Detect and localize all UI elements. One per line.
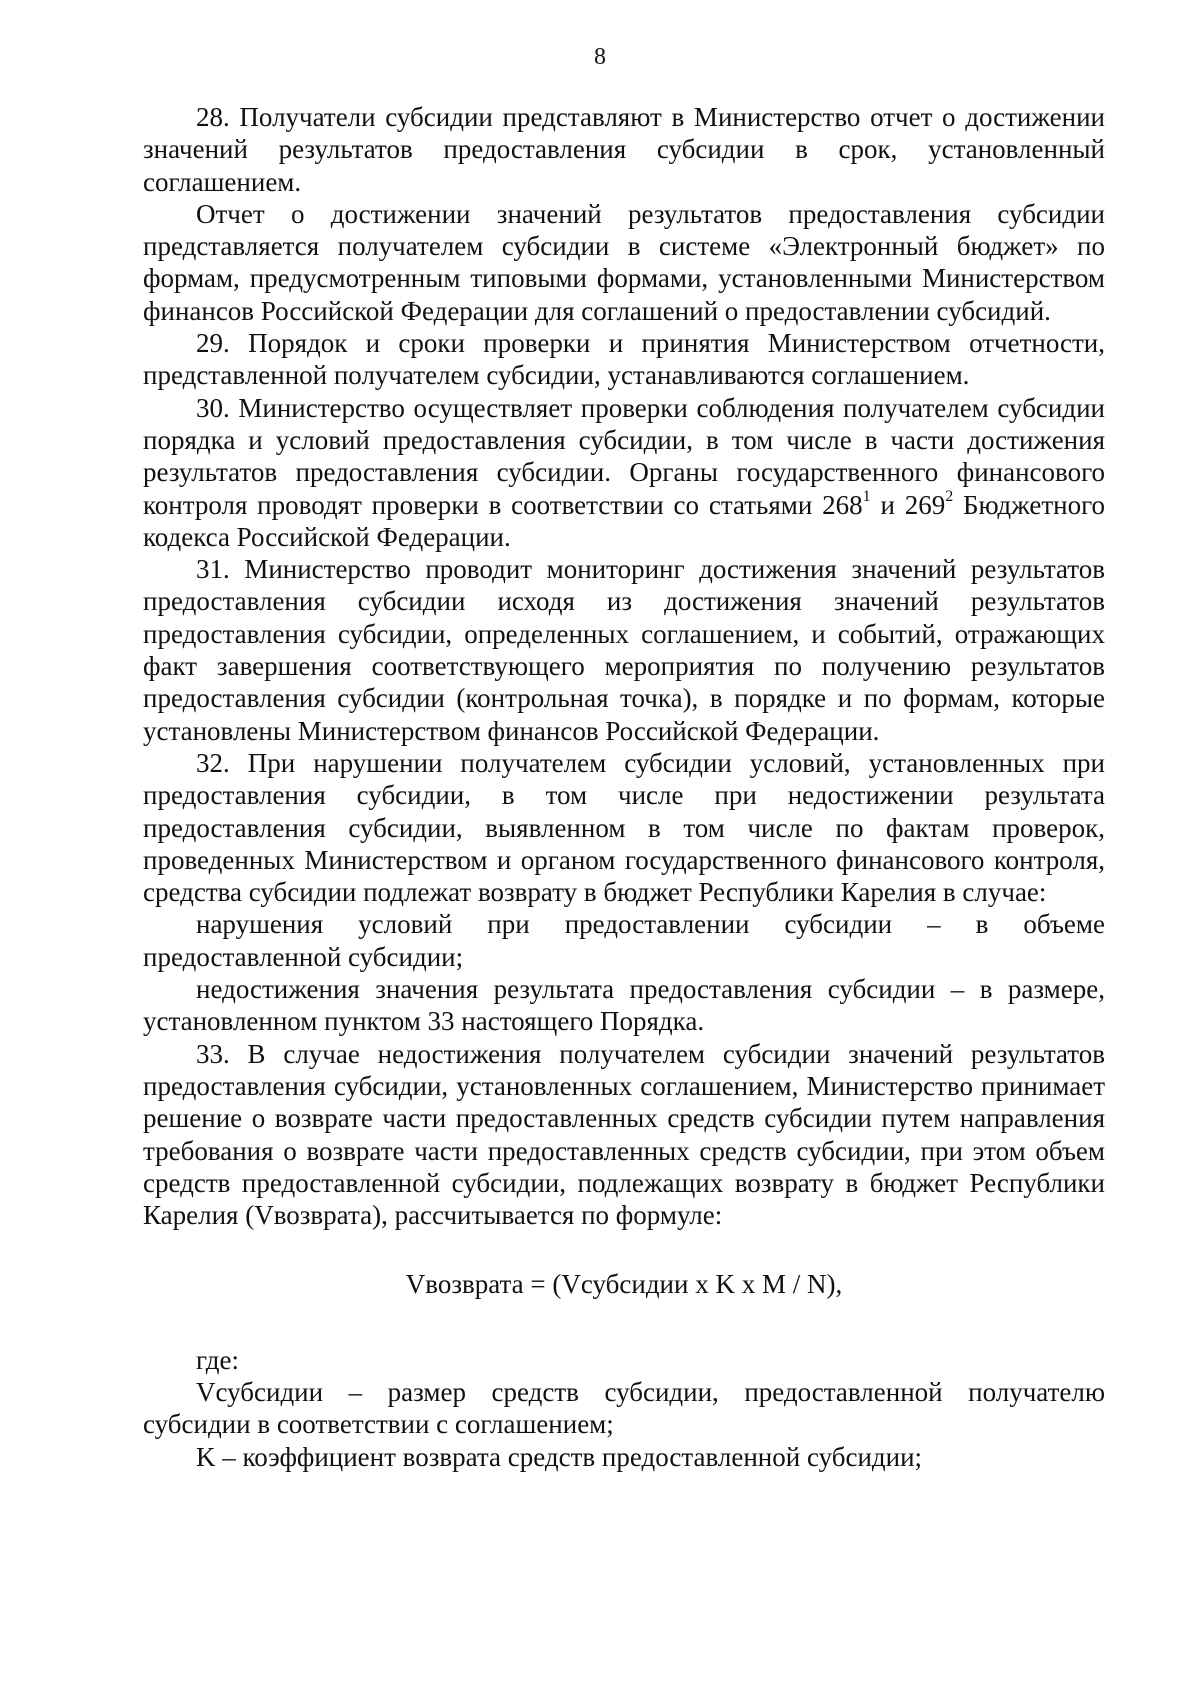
definition-k: K – коэффициент возврата средств предоставленной субсидии; <box>196 1441 923 1472</box>
paragraph-28: 28. Получатели субсидии представляют в Министерство отчет о достижении значений результатов предоставления субсидии в срок, установленный соглашением. <box>143 102 1105 197</box>
paragraph-31: 31. Министерство проводит мониторинг достижения значений результатов предоставления субсидии исходя из достижения значений результатов предоставления субсидии, определенных соглашением, и событий, отражающих факт завершения соответствующего мероприятия по получению результатов предоставления субсидии (контрольная точка), в порядке и по формам, которые установлены Министерством финансов Российской Федерации. <box>143 554 1105 746</box>
page-number: 8 <box>594 44 606 70</box>
document-body <box>143 101 1105 1473</box>
paragraph-29: 29. Порядок и сроки проверки и принятия Министерством отчетности, представленной получателем субсидии, устанавливаются соглашением. <box>143 328 1105 391</box>
where-label: где: <box>196 1344 239 1375</box>
formula: Vвозврата = (Vсубсидии x K x M / N), <box>405 1269 843 1300</box>
superscript-2: 2 <box>945 487 954 505</box>
article-ref-1: со статьями 268 <box>673 489 863 520</box>
paragraph-30-text: 30. Министерство осуществляет проверки соблюдения получателем субсидии порядка и условий предоставления субсидии, в том числе в части достижения результатов предоставления субсидии. Органы государственного финансового контроля проводят проверки в соответствии <box>143 392 1105 520</box>
paragraph-violation: нарушения условий при предоставлении субсидии – в объеме предоставленной субсидии; <box>143 909 1105 972</box>
article-ref-2: и 269 <box>870 489 946 520</box>
paragraph-33: 33. В случае недостижения получателем субсидии значений результатов предоставления субсидии, установленных соглашением, Министерство принимает решение о возврате части предоставленных средств субсидии путем направления требования о возврате части предоставленных средств субсидии, при этом объем средств предоставленной субсидии, подлежащих возврату в бюджет Республики Карелия (Vвозврата), рассчитывается по формуле: <box>143 1038 1105 1231</box>
paragraph-report: Отчет о достижении значений результатов предоставления субсидии представляется получателем субсидии в системе «Электронный бюджет» по формам, предусмотренным типовыми формами, установленными Министерством финансов Российской Федерации для соглашений о предоставлении субсидий. <box>143 198 1105 326</box>
paragraph-non-achievement: недостижения значения результата предоставления субсидии – в размере, установленном пунктом 33 настоящего Порядка. <box>143 974 1105 1037</box>
paragraph-32: 32. При нарушении получателем субсидии условий, установленных при предоставления субсидии, в том числе при недостижении результата предоставления субсидии, выявленном в том числе по фактам проверок, проведенных Министерством и органом государственного финансового контроля, средства субсидии подлежат возврату в бюджет Республики Карелия в случае: <box>143 747 1105 908</box>
paragraph-30 <box>143 392 1105 553</box>
definition-vsubsidy: Vсубсидии – размер средств субсидии, предоставленной получателю субсидии в соответствии с соглашением; <box>143 1376 1105 1440</box>
budget-code-ref: Бюджетного кодекса Российской Федерации. <box>143 489 1106 552</box>
superscript-1: 1 <box>862 487 871 505</box>
